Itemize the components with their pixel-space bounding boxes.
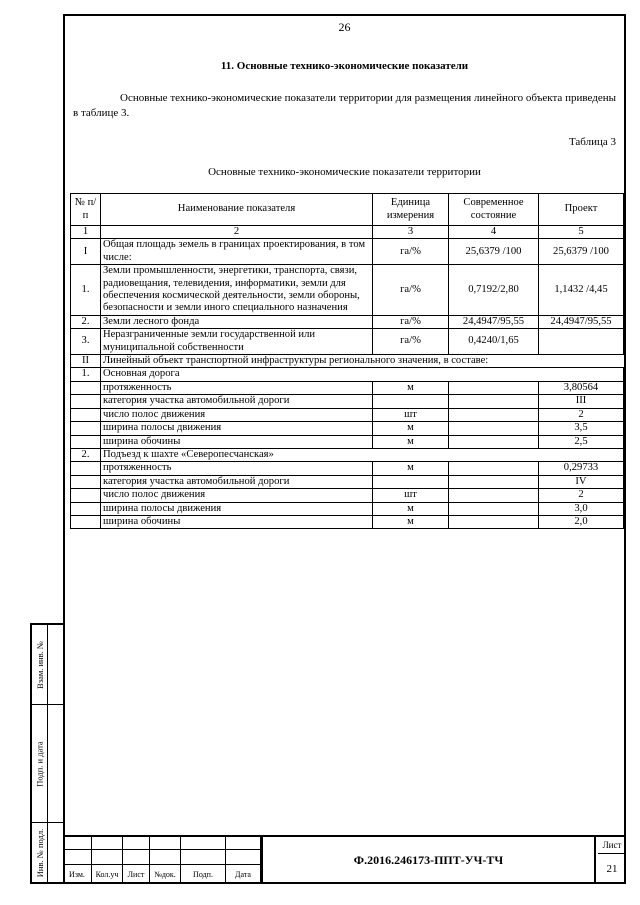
row-unit: га/%	[373, 329, 449, 355]
row-number	[71, 502, 101, 515]
row-project: 3,5	[539, 422, 624, 435]
row-number	[71, 408, 101, 421]
title-block-cell	[226, 850, 261, 865]
row-number	[71, 422, 101, 435]
row-current	[449, 395, 539, 408]
row-project: 24,4947/95,55	[539, 315, 624, 328]
subsection-name: Подъезд к шахте «Северопесчанская»	[101, 448, 624, 461]
sheet-label: Лист	[598, 837, 626, 854]
row-project: 2,0	[539, 515, 624, 528]
row-unit: м	[373, 381, 449, 394]
table-row	[71, 489, 624, 502]
subsection-row	[71, 448, 624, 461]
row-current: 24,4947/95,55	[449, 315, 539, 328]
title-block-cell	[181, 850, 226, 865]
title-block-cell	[181, 837, 226, 850]
row-name: Земли промышленности, энергетики, транспорта, связи, радиовещания, телевидения, информатики, земли для обеспечения космической деятельности, земли обороны, безопасности и земли иного специального назначения	[101, 265, 373, 316]
intro-paragraph: Основные технико-экономические показатели территории для размещения линейного объекта приведены в таблице 3.	[73, 92, 616, 119]
row-name: ширина обочины	[101, 515, 373, 528]
title-block-label: Изм.	[63, 865, 92, 884]
row-current: 25,6379 /100	[449, 239, 539, 265]
table-row	[71, 315, 624, 328]
row-number: II	[71, 355, 101, 368]
row-unit: м	[373, 462, 449, 475]
column-number: 3	[373, 226, 449, 239]
row-name: Общая площадь земель в границах проектирования, в том числе:	[101, 239, 373, 265]
title-block-label: Дата	[226, 865, 261, 884]
table-row	[71, 329, 624, 355]
row-unit: м	[373, 502, 449, 515]
title-block-cell	[150, 837, 181, 850]
table-note: Таблица 3	[568, 136, 616, 148]
header-cell: № п/п	[71, 194, 101, 226]
row-name: протяженность	[101, 381, 373, 394]
section-name	[101, 355, 624, 368]
row-number	[71, 462, 101, 475]
row-name: число полос движения	[101, 408, 373, 421]
row-name: число полос движения	[101, 489, 373, 502]
title-block-cell	[123, 850, 150, 865]
title-block-grid	[63, 837, 261, 884]
row-current	[449, 475, 539, 488]
row-unit: шт	[373, 489, 449, 502]
row-name: Неразграниченные земли государственной или муниципальной собственности	[101, 329, 373, 355]
row-name: ширина полосы движения	[101, 422, 373, 435]
row-number	[71, 381, 101, 394]
row-current	[449, 502, 539, 515]
section-heading: 11. Основные технико-экономические показатели	[220, 60, 469, 72]
title-block-cell	[92, 837, 123, 850]
row-unit	[373, 395, 449, 408]
row-project: 0,29733	[539, 462, 624, 475]
row-unit: га/%	[373, 315, 449, 328]
column-number: 4	[449, 226, 539, 239]
table-row	[71, 502, 624, 515]
title-block-cell	[63, 850, 92, 865]
row-number: 1.	[71, 265, 101, 316]
page-number: 26	[338, 20, 351, 34]
document-code: Ф.2016.246173-ППТ-УЧ-ТЧ	[261, 837, 596, 884]
row-name: Земли лесного фонда	[101, 315, 373, 328]
row-number: 1.	[71, 368, 101, 381]
row-project: 2,5	[539, 435, 624, 448]
table-header-row	[71, 194, 624, 226]
row-name: протяженность	[101, 462, 373, 475]
row-project	[539, 329, 624, 355]
page-frame	[63, 14, 626, 884]
row-current	[449, 489, 539, 502]
subsection-name: Основная дорога	[101, 368, 624, 381]
row-name: ширина полосы движения	[101, 502, 373, 515]
table-row	[71, 462, 624, 475]
column-number: 1	[71, 226, 101, 239]
row-unit	[373, 475, 449, 488]
row-current	[449, 462, 539, 475]
table-row	[71, 422, 624, 435]
header-cell: Наименование показателя	[101, 194, 373, 226]
row-name: ширина обочины	[101, 435, 373, 448]
table-row	[71, 395, 624, 408]
row-unit: га/%	[373, 265, 449, 316]
row-number	[71, 515, 101, 528]
title-block-cell	[63, 837, 92, 850]
table-row	[71, 408, 624, 421]
indicators-table	[70, 193, 624, 529]
row-current	[449, 515, 539, 528]
title-block-cell	[150, 850, 181, 865]
header-cell: Единица измерения	[373, 194, 449, 226]
table-title: Основные технико-экономические показатели территории	[208, 166, 481, 178]
section-name-text: Линейный объект транспортной инфраструктуры регионального значения, в составе:	[103, 355, 489, 367]
row-unit: м	[373, 422, 449, 435]
row-number	[71, 475, 101, 488]
row-number	[71, 489, 101, 502]
title-block-label: Кол.уч	[92, 865, 123, 884]
side-label-vzam: Взам. инв. №	[35, 641, 45, 689]
side-strip	[30, 623, 63, 884]
row-project: 3,80564	[539, 381, 624, 394]
row-number: 2.	[71, 448, 101, 461]
row-name: категория участка автомобильной дороги	[101, 395, 373, 408]
row-current	[449, 381, 539, 394]
row-current: 0,4240/1,65	[449, 329, 539, 355]
table-row	[71, 515, 624, 528]
title-block-cell	[92, 850, 123, 865]
table-row	[71, 265, 624, 316]
row-current	[449, 408, 539, 421]
row-unit: м	[373, 515, 449, 528]
title-block-cell	[226, 837, 261, 850]
row-project: 3,0	[539, 502, 624, 515]
column-number: 5	[539, 226, 624, 239]
road2-items	[71, 462, 624, 529]
row-project: 1,1432 /4,45	[539, 265, 624, 316]
row-project: 2	[539, 408, 624, 421]
table-row	[71, 435, 624, 448]
road1-items	[71, 381, 624, 448]
row-current	[449, 422, 539, 435]
sheet-number: 21	[606, 863, 618, 875]
row-number: I	[71, 239, 101, 265]
row-project: IV	[539, 475, 624, 488]
header-cell: Проект	[539, 194, 624, 226]
table-row	[71, 475, 624, 488]
section-row	[71, 355, 624, 368]
title-block-label: Подп.	[181, 865, 226, 884]
row-number: 2.	[71, 315, 101, 328]
row-project: 25,6379 /100	[539, 239, 624, 265]
row-unit: шт	[373, 408, 449, 421]
row-unit: м	[373, 435, 449, 448]
row-name: категория участка автомобильной дороги	[101, 475, 373, 488]
column-number: 2	[101, 226, 373, 239]
table-row	[71, 239, 624, 265]
title-block	[63, 835, 626, 884]
table-row	[71, 381, 624, 394]
row-project: 2	[539, 489, 624, 502]
side-label-inv: Инв. № подл.	[35, 828, 45, 878]
row-unit: га/%	[373, 239, 449, 265]
header-cell: Современное состояние	[449, 194, 539, 226]
side-label-podp: Подп. и дата	[35, 741, 46, 787]
row-number	[71, 395, 101, 408]
subsection-row	[71, 368, 624, 381]
row-number: 3.	[71, 329, 101, 355]
row-current	[449, 435, 539, 448]
row-project: III	[539, 395, 624, 408]
title-block-label: №док.	[150, 865, 181, 884]
title-block-label: Лист	[123, 865, 150, 884]
row-current: 0,7192/2,80	[449, 265, 539, 316]
row-number	[71, 435, 101, 448]
column-number-row	[71, 226, 624, 239]
title-block-cell	[123, 837, 150, 850]
